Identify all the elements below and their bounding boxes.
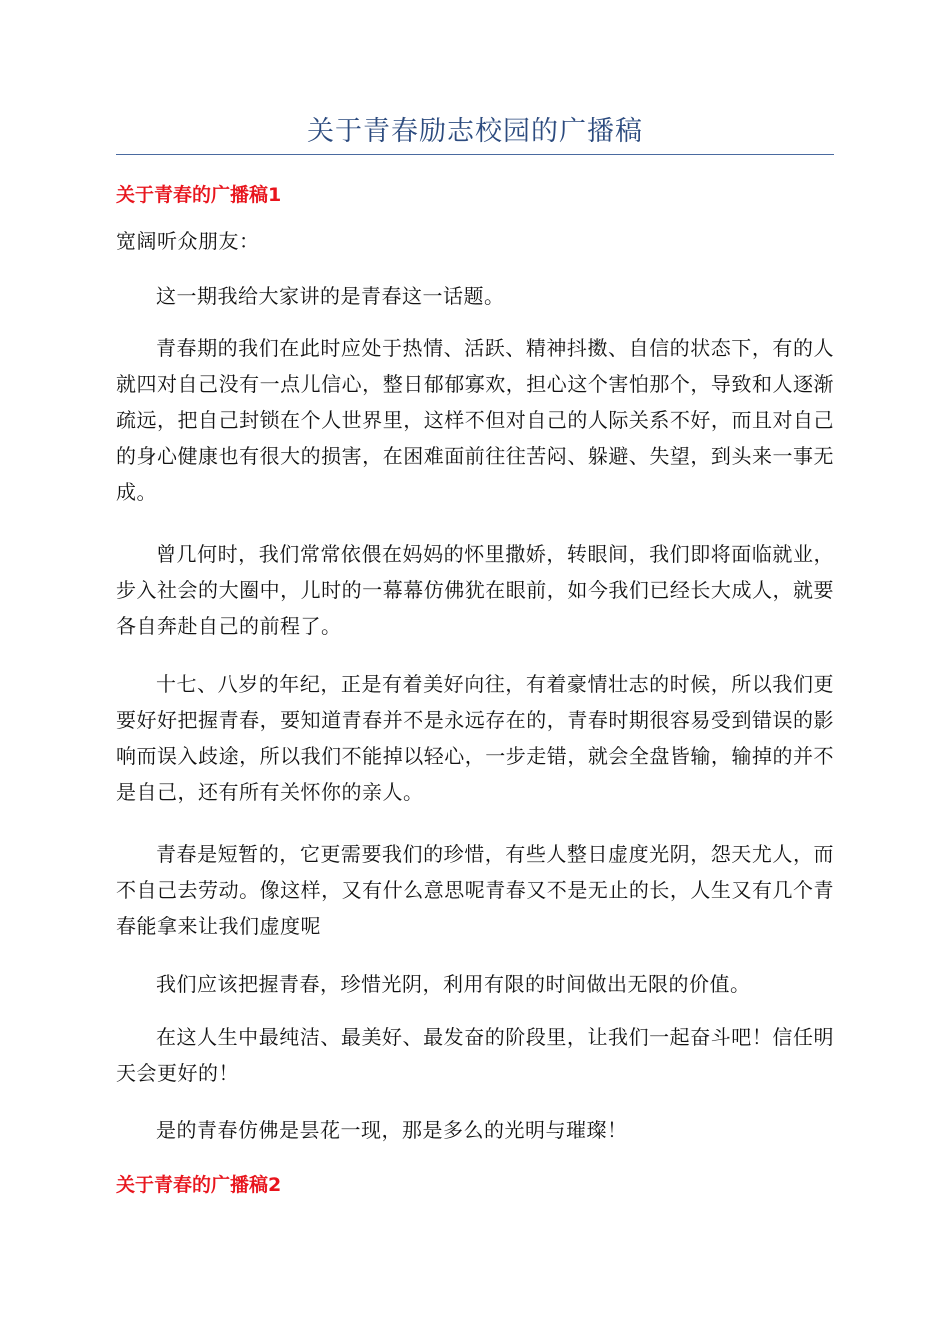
paragraph-4: 十七、八岁的年纪，正是有着美好向往，有着豪情壮志的时候，所以我们更要好好把握青春，要知道青春并不是永远存在的，青春时期很容易受到错误的影响而误入歧途，所以我们不能掉以轻心，一步走错，就会全盘皆输，输掉的并不是自己，还有所有关怀你的亲人。	[116, 672, 834, 804]
page-title: 关于青春励志校园的广播稿	[307, 116, 643, 147]
greeting: 宽阔听众朋友：	[116, 229, 260, 253]
paragraph-7: 在这人生中最纯洁、最美好、最发奋的阶段里，让我们一起奋斗吧！信任明天会更好的！	[116, 1025, 834, 1085]
paragraph-8: 是的青春仿佛是昙花一现，那是多么的光明与璀璨！	[156, 1118, 628, 1142]
paragraph-6: 我们应该把握青春，珍惜光阴，利用有限的时间做出无限的价值。	[156, 972, 751, 996]
title-divider	[116, 154, 834, 155]
paragraph-2: 青春期的我们在此时应处于热情、活跃、精神抖擞、自信的状态下，有的人就四对自己没有一点儿信心，整日郁郁寡欢，担心这个害怕那个，导致和人逐渐疏远，把自己封锁在个人世界里，这样不但对自己的人际关系不好，而且对自己的身心健康也有很大的损害，在困难面前往往苦闷、躲避、失望，到头来一事无成。	[116, 336, 834, 504]
section-heading-2: 关于青春的广播稿2	[116, 1174, 282, 1196]
section-heading-1: 关于青春的广播稿1	[116, 184, 282, 206]
paragraph-3: 曾几何时，我们常常依偎在妈妈的怀里撒娇，转眼间，我们即将面临就业，步入社会的大圈中，儿时的一幕幕仿佛犹在眼前，如今我们已经长大成人，就要各自奔赴自己的前程了。	[116, 542, 834, 638]
paragraph-5: 青春是短暂的，它更需要我们的珍惜，有些人整日虚度光阴，怨天尤人，而不自己去劳动。像这样，又有什么意思呢青春又不是无止的长，人生又有几个青春能拿来让我们虚度呢	[116, 842, 834, 938]
paragraph-1: 这一期我给大家讲的是青春这一话题。	[156, 284, 505, 308]
